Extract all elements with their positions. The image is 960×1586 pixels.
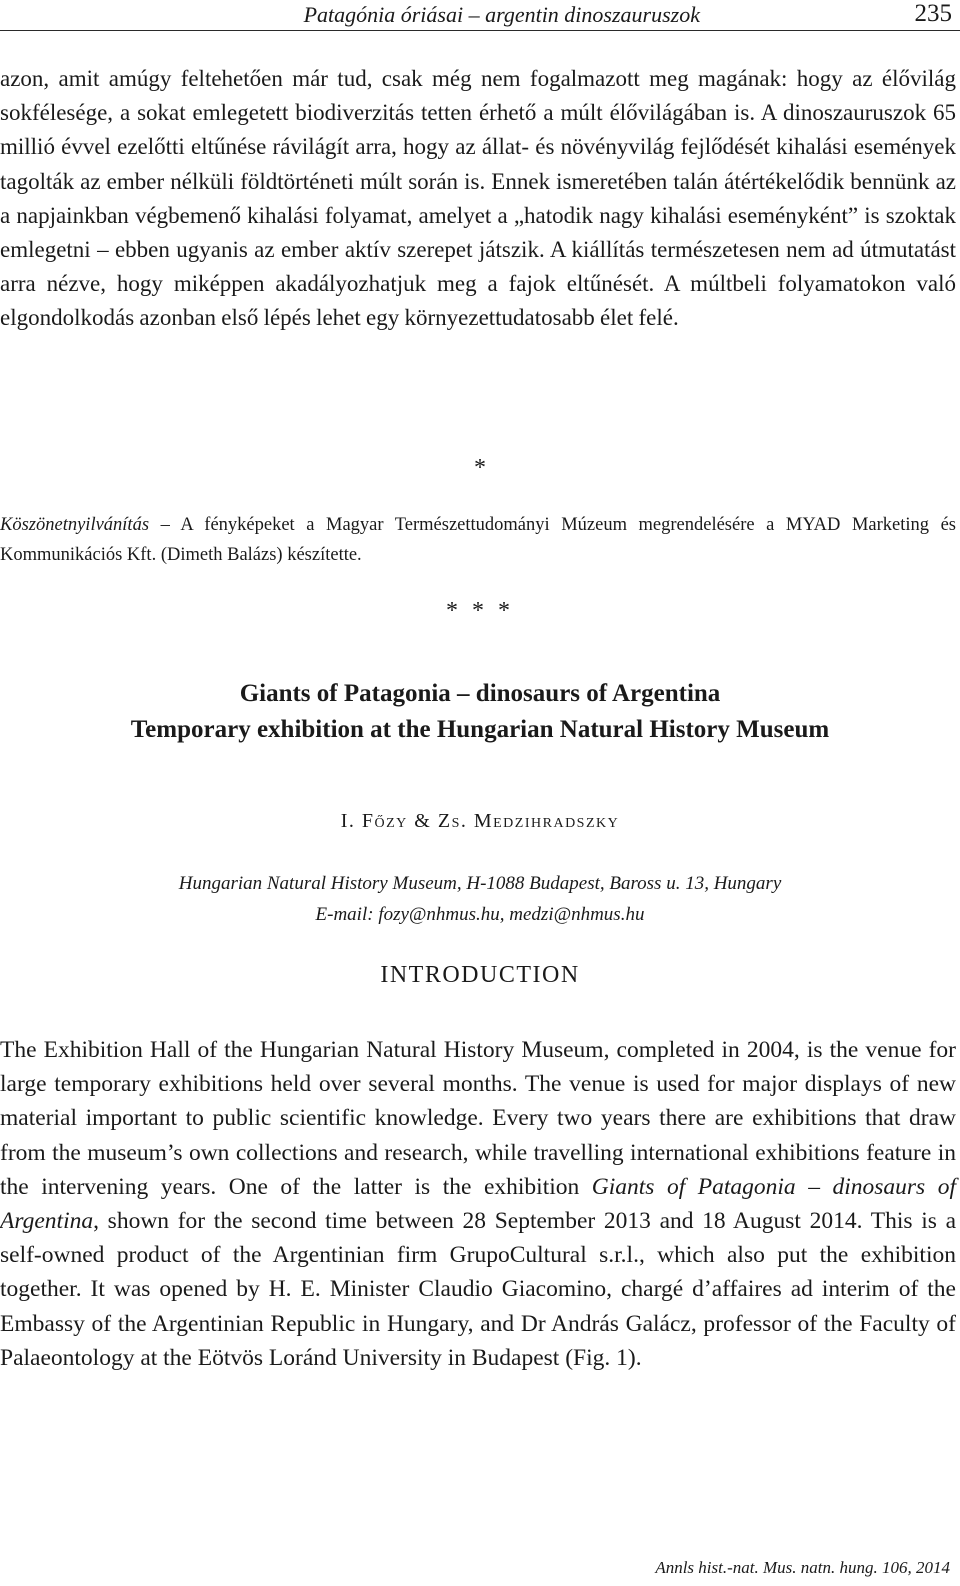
article-title xyxy=(0,676,960,748)
intro-exhibition-name: Giants of Patagonia – dinosaurs of Argentina xyxy=(0,1173,956,1235)
section-separator: * xyxy=(474,455,486,481)
running-header xyxy=(0,0,960,31)
article-title-line1: Giants of Patagonia – dinosaurs of Argentina xyxy=(239,680,721,707)
journal-citation: Annls hist.-nat. Mus. natn. hung. 106, 2014 xyxy=(655,1558,950,1577)
affiliation-address: Hungarian Natural History Museum, H-1088 Budapest, Baross u. 13, Hungary xyxy=(178,873,782,894)
article-authors: I. Főzy & Zs. Medzihradszky xyxy=(340,810,620,832)
page-number: 235 xyxy=(914,0,952,27)
acknowledgement-label: Köszönetnyilvánítás xyxy=(0,515,150,535)
article-separator: * * * xyxy=(446,598,514,624)
section-heading-introduction: INTRODUCTION xyxy=(380,962,580,988)
introduction-paragraph xyxy=(0,1033,956,1375)
author-affiliation xyxy=(0,868,960,930)
affiliation-email: E-mail: fozy@nhmus.hu, medzi@nhmus.hu xyxy=(315,904,645,925)
intro-text-part1: The Exhibition Hall of the Hungarian Natural History Museum, completed in 2004, is the venue for large temporary exhibitions held over several months. The venue is used for major displays of new material important to public scientific knowledge. Every two years there are exhibitions that draw from the museum’s own collections and research, while travelling international exhibitions feature in the intervening years. One of the latter is the exhibition xyxy=(0,1037,956,1200)
running-title: Patagónia óriásai – argentin dinoszauruszok xyxy=(303,2,700,27)
acknowledgement-text: – A fényképeket a Magyar Természettudományi Múzeum megrendelésére a MYAD Marketing és Kommunikációs Kft. (Dimeth Balázs) készítette. xyxy=(0,515,956,565)
hungarian-paragraph: azon, amit amúgy feltehetően már tud, csak még nem fogalmazott meg magának: hogy az élővilág sokfélesége, a sokat emlegetett biodiverzitás tetten érhető a múlt élővilágában is. A dinoszauruszok 65 millió évvel ezelőtti eltűnése rávilágít arra, hogy az állat- és növényvilág fejlődését kihalási események tagolták az ember nélküli földtörténeti múlt során is. Ennek ismeretében talán átértékelődik bennünk az a napjainkban végbemenő kihalási folyamat, amelyet a „hatodik nagy kihalási eseményként” is szoktak emlegetni – ebben ugyanis az ember aktív szerepet játszik. A kiállítás természetesen nem ad útmutatást arra nézve, hogy miképpen akadályozhatjuk meg a fajok eltűnését. A múltbeli folyamatokon való elgondolkodás azonban első lépés lehet egy környezettudatosabb élet felé. xyxy=(0,66,956,331)
intro-text-part2: , shown for the second time between 28 September 2013 and 18 August 2014. This is a self-owned product of the Argentinian firm GrupoCultural s.r.l., which also put the exhibition together. It was opened by H. E. Minister Claudio Giacomino, chargé d’affaires ad interim of the Embassy of the Argentinian Republic in Hungary, and Dr András Galácz, professor of the Faculty of Palaeontology at the Eötvös Loránd University in Budapest (Fig. 1). xyxy=(0,1208,956,1371)
acknowledgement xyxy=(0,510,956,570)
article-title-line2: Temporary exhibition at the Hungarian Natural History Museum xyxy=(130,716,830,743)
